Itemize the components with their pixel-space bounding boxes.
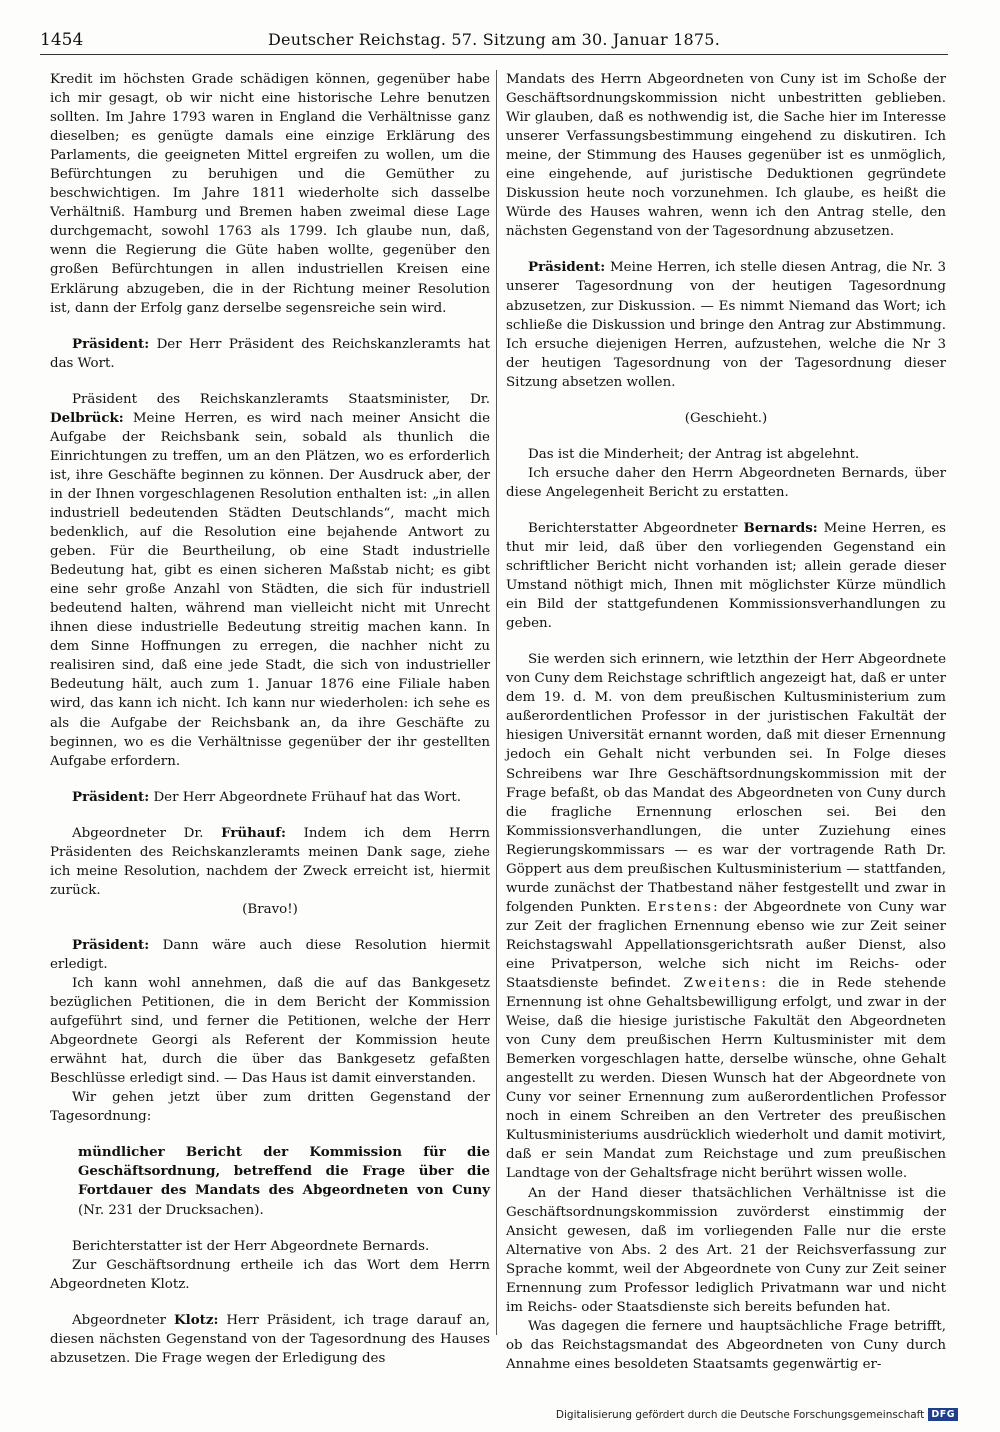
funding-footer bbox=[556, 1408, 958, 1421]
paragraph: Ich kann wohl annehmen, daß die auf das Bankgesetz bezüglichen Petitionen, die in dem Bericht der Kommission aufgeführt sind, und ferner die Petitionen, welche der Herr Abgeordnete Georgi als Referent der Kommission heute erwähnt hat, durch die über das Bankgesetz gefaßten Beschlüsse erledigt sind. — Das Haus ist damit einverstanden. bbox=[50, 976, 490, 1087]
paragraph bbox=[50, 390, 490, 771]
page-number: 1454 bbox=[40, 30, 84, 50]
paragraph bbox=[506, 519, 946, 633]
paragraph: Was dagegen die fernere und hauptsächliche Frage betrifft, ob das Reichstagsmandat des Abgeordneten von Cuny durch Annahme eines besoldeten Staatsamts gegenwärtig er- bbox=[506, 1318, 946, 1372]
paragraph: Wir gehen jetzt über zum dritten Gegenstand der Tagesordnung: bbox=[50, 1090, 490, 1125]
paragraph bbox=[50, 824, 490, 900]
agenda-reference: (Nr. 231 der Drucksachen). bbox=[78, 1202, 264, 1218]
paragraph-text: : die in Rede stehende Ernennung ist ohne Gehaltsbewilligung erfolgt, und zwar in der Weise, daß die hiesige juristische Fakultät den Abgeordneten von Cuny dem preußischen Herrn Kultusminister mit dem Bemerken vorgeschlagen hatte, derselbe wünsche, ohne Gehalt angestellt zu werden. Diesen Wunsch hat der Abgeordnete von Cuny vor seiner Ernennung zum außerordentlichen Professor noch in einem Schreiben an den Vertreter des preußischen Kultusministeriums ausdrücklich wiederholt und damit motivirt, daß er sein Mandat zum Reichstage und zum preußischen Landtage von der Gehaltsfrage nicht berührt wissen wolle. bbox=[506, 976, 947, 1182]
footer-text: Digitalisierung gefördert durch die Deutsche Forschungsgemeinschaft bbox=[555, 1408, 925, 1421]
speaker-title: Abgeordneter bbox=[72, 1312, 174, 1328]
speaker-title: Abgeordneter Dr. bbox=[72, 825, 222, 841]
interjection: (Geschieht.) bbox=[684, 410, 768, 426]
emphasis: Zweitens bbox=[683, 976, 762, 992]
paragraph: Kredit im höchsten Grade schädigen können, gegenüber habe ich mir gesagt, ob wir nicht eine historische Lehre benutzen sollten. Im Jahre 1793 waren in England die Verhältnisse ganz dieselben; es genügte damals eine einzige Erklärung des Parlaments, die geeigneten Mittel ergreifen zu wollen, um die Befürchtungen zu beruhigen und die Gemüther zu beschwichtigen. Im Jahre 1811 wiederholte sich dasselbe Verhältniß. Hamburg und Bremen haben zweimal diese Lage durchgemacht, sowohl 1763 als 1799. Ich glaube nun, daß, wenn die Regierung die Güte haben wollte, gegenüber den großen Befürchtungen in allen industriellen Kreisen eine Erklärung abzugeben, die in der Richtung meiner Resolution ist, dann der Erfolg ganz derselbe segensreiche sein wird. bbox=[50, 72, 490, 316]
speech-text: Der Herr Präsident des Reichskanzleramts hat das Wort. bbox=[50, 336, 490, 371]
right-column bbox=[506, 70, 947, 1372]
speech-text: Herr Präsident, ich trage darauf an, diesen nächsten Gegenstand von der Tagesordnung des Hauses abzusetzen. Die Frage wegen der Erledigung des bbox=[50, 1312, 490, 1366]
paragraph bbox=[50, 788, 490, 807]
page-header bbox=[40, 30, 948, 55]
paragraph bbox=[50, 936, 490, 974]
agenda-title: mündlicher Bericht der Kommission für die Geschäftsordnung, betreffend die Frage über die Fortdauer des Mandats des Abgeordneten von Cuny bbox=[78, 1144, 490, 1199]
speech-text: Der Herr Abgeordnete Frühauf hat das Wort. bbox=[149, 789, 461, 805]
left-column bbox=[50, 70, 490, 1366]
speech-text: Indem ich dem Herrn Präsidenten des Reichskanzleramts meinen Dank sage, ziehe ich meine Resolution, nachdem der Zweck erreicht ist, hiermit zurück. bbox=[50, 825, 490, 898]
speaker-name: Delbrück: bbox=[50, 409, 124, 426]
paragraph: An der Hand dieser thatsächlichen Verhältnisse ist die Geschäftsordnungskommission zuvörderst einstimmig der Ansicht gewesen, daß im vorliegenden Falle nur die erste Alternative von Abs. 2 des Art. 21 der Reichsverfassung zur Sprache kommt, weil der Abgeordnete von Cuny zur Zeit seiner Ernennung zum Professor lediglich Privatmann war und nicht im Reichs- oder Staatsdienste sich bereits befunden hat. bbox=[506, 1185, 946, 1315]
emphasis: Erstens bbox=[647, 899, 714, 915]
column-divider bbox=[496, 70, 497, 1335]
speaker-name: Frühauf: bbox=[221, 824, 286, 841]
speaker-name: Klotz: bbox=[174, 1311, 219, 1328]
speech-text: Meine Herren, es thut mir leid, daß über den vorliegenden Gegenstand ein schriftlicher Bericht nicht vorhanden ist; allein gerade dieser Umstand nöthigt mich, Ihnen mit möglichster Kürze mündlich ein Bild der stattgefundenen Kommissionsverhandlungen zu geben. bbox=[506, 520, 946, 632]
speech-text: Dann wäre auch diese Resolution hiermit erledigt. bbox=[50, 937, 490, 972]
paragraph bbox=[50, 1311, 490, 1368]
running-title: Deutscher Reichstag. 57. Sitzung am 30. Januar 1875. bbox=[268, 30, 720, 49]
agenda-item bbox=[50, 1143, 490, 1219]
speaker-name: Präsident: bbox=[72, 936, 150, 953]
speaker-title: Berichterstatter Abgeordneter bbox=[528, 520, 744, 536]
speaker-name: Bernards: bbox=[743, 519, 818, 536]
speaker-title: Präsident des Reichskanzleramts Staatsminister, Dr. bbox=[72, 391, 490, 407]
speaker-name: Präsident: bbox=[72, 788, 150, 805]
paragraph: Ich ersuche daher den Herrn Abgeordneten Bernards, über diese Angelegenheit Bericht zu erstatten. bbox=[506, 465, 946, 500]
paragraph: Berichterstatter ist der Herr Abgeordnete Bernards. bbox=[72, 1238, 430, 1254]
speaker-name: Präsident: bbox=[72, 335, 150, 352]
paragraph bbox=[506, 650, 946, 1183]
paragraph bbox=[50, 335, 490, 373]
paragraph: Mandats des Herrn Abgeordneten von Cuny ist im Schoße der Geschäftsordnungskommission nicht unbestritten geblieben. Wir glauben, daß es nothwendig ist, die Sache hier im Interesse unserer Verfassungsbestimmung eingehend zu diskutiren. Ich meine, der Stimmung des Hauses gegenüber ist es unmöglich, eine eingehende, auf juristische Deduktionen gegründete Diskussion heute noch vorzunehmen. Ich glaube, es heißt die Würde des Hauses wahren, wenn ich den Antrag stelle, den nächsten Gegenstand von der Tagesordnung abzusetzen. bbox=[506, 72, 946, 240]
speaker-name: Präsident: bbox=[528, 259, 606, 276]
paragraph: Das ist die Minderheit; der Antrag ist abgelehnt. bbox=[528, 446, 860, 462]
paragraph-text: : der Abgeordnete von Cuny war zur Zeit der fraglichen Ernennung ebenso wie zur Zeit seiner Reichstagswahl Appellationsgerichtsrath außer Dienst, also eine Privatperson, welche sich nicht im Reichs- oder Staatsdienste befindet. bbox=[506, 899, 946, 992]
dfg-logo: DFG bbox=[928, 1408, 958, 1421]
paragraph-text: Sie werden sich erinnern, wie letzthin der Herr Abgeordnete von Cuny dem Reichstage schriftlich angezeigt hat, daß er unter dem 19. d. M. von dem preußischen Kultusministerium zum außerordentlichen Professor in der juristischen Fakultät der hiesigen Universität ernannt worden, daß mit dieser Ernennung jedoch ein Gehalt nicht verbunden sei. In Folge dieses Schreibens war Ihre Geschäftsordnungskommission mit der Frage befaßt, ob das Mandat des Abgeordneten von Cuny durch die fragliche Ernennung erloschen sei. Bei den Kommissionsverhandlungen, die unter Zuziehung eines Regierungskommissars — es war der vortragende Rath Dr. Göppert aus dem preußischen Kultusministerium — stattfanden, wurde zunächst der Thatbestand näher festgestellt und zwar in folgenden Punkten. bbox=[506, 652, 947, 915]
speech-text: Meine Herren, ich stelle diesen Antrag, die Nr. 3 unserer Tagesordnung von der heutigen Tagesordnung abzusetzen, zur Diskussion. — Es nimmt Niemand das Wort; ich schließe die Diskussion und bringe den Antrag zur Abstimmung. Ich ersuche diejenigen Herren, aufzustehen, welche die Nr 3 der heutigen Tagesordnung von der Tagesordnung dieser Sitzung absetzen wollen. bbox=[506, 260, 946, 390]
interjection: (Bravo!) bbox=[242, 901, 298, 917]
paragraph bbox=[506, 258, 946, 391]
paragraph: Zur Geschäftsordnung ertheile ich das Wort dem Herrn Abgeordneten Klotz. bbox=[50, 1257, 490, 1292]
speech-text: Meine Herren, es wird nach meiner Ansicht die Aufgabe der Reichsbank sein, sobald als thunlich die Einrichtungen zu treffen, um an den Plätzen, wo es erforderlich ist, ihre Geschäfte beginnen zu können. Der Ausdruck aber, der in der Ihnen vorgeschlagenen Resolution enthalten ist: „in allen industriell bedeutenden Städten Deutschlands“, macht mich bedenklich, auf die Resolution eine bejahende Antwort zu geben. Für die Beurtheilung, ob eine Stadt industrielle Bedeutung hat, gibt es einen sicheren Maßstab nicht; es gibt eine sehr große Anzahl von Städten, die sich für industriell bedeutend halten, während man vielleicht nicht mit Unrecht ihnen diese industrielle Bedeutung streitig machen kann. In dem Sinne Hoffnungen zu erregen, die nachher nicht zu realisiren sind, daß eine jede Stadt, die sich von industrieller Bedeutung hält, auch zum 1. Januar 1876 eine Filiale haben wird, das kann ich nicht. Ich kann nur wiederholen: ich sehe es als die Aufgabe der Reichsbank an, da ihre Geschäfte zu beginnen, wo es die Verhältnisse gegenüber der ihr gestellten Aufgabe erfordern. bbox=[50, 410, 490, 769]
